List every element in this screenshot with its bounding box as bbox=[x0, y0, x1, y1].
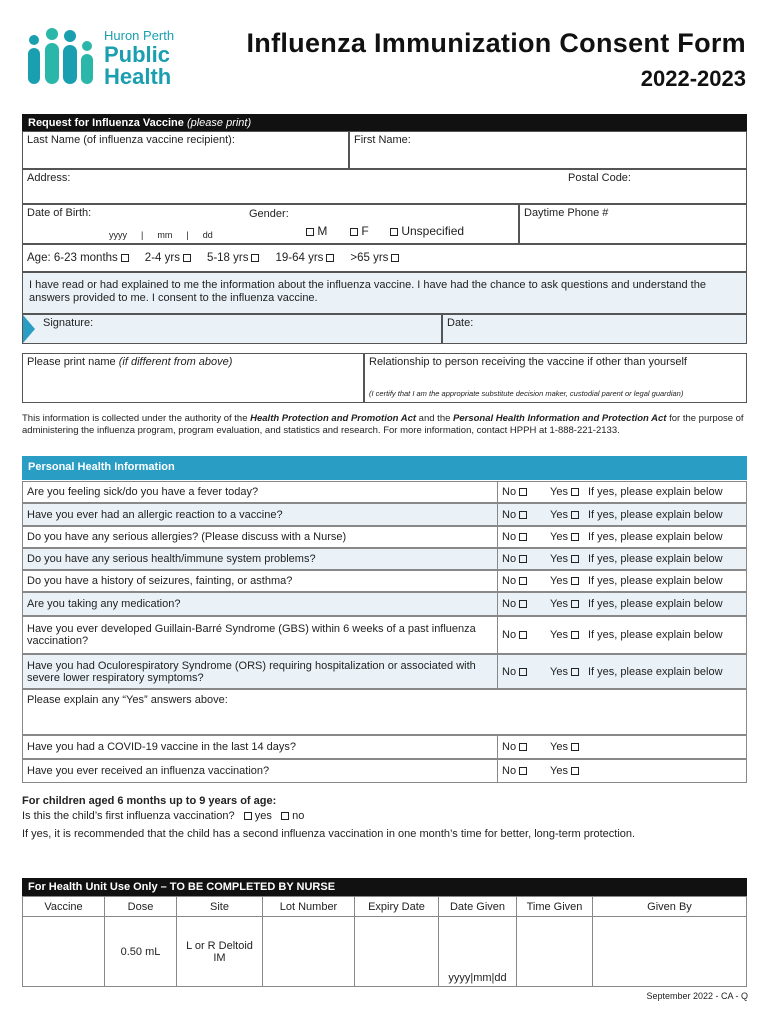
phi-no[interactable]: No bbox=[497, 593, 544, 615]
children-recommend: If yes, it is recommended that the child has a second influenza vaccination in one month’s time for better, long-term protection. bbox=[22, 828, 636, 840]
privacy-notice: This information is collected under the authority of the Health Protection and Promotion Act and the Personal Health Information and Protection Act for the purpose of administering the influenza program, program evaluation, and statistics and research. For more information, contact HPPH at 1-888-221-2133. bbox=[22, 413, 744, 436]
nurse-header: For Health Unit Use Only – TO BE COMPLETED BY NURSE bbox=[22, 878, 747, 896]
phi-yes[interactable]: Yes bbox=[544, 549, 588, 569]
phi-question-row bbox=[22, 481, 747, 503]
phi-explain: If yes, please explain below bbox=[588, 598, 723, 610]
logo-line3: Health bbox=[104, 64, 172, 89]
gender-f[interactable]: F bbox=[347, 224, 369, 238]
date-field[interactable]: Date: bbox=[442, 314, 747, 344]
last-name-field[interactable]: Last Name (of influenza vaccine recipient): bbox=[22, 131, 349, 169]
logo bbox=[26, 26, 186, 90]
arrow-icon bbox=[23, 315, 35, 343]
address-field[interactable]: Address: Postal Code: bbox=[22, 169, 747, 204]
logo-line2: Public bbox=[104, 42, 171, 67]
print-name-field[interactable]: Please print name (if different from above) bbox=[22, 353, 364, 403]
time-given-cell[interactable] bbox=[517, 917, 593, 987]
dob-format: yyyy | mm | dd bbox=[109, 230, 213, 240]
phi-question-row bbox=[22, 570, 747, 592]
phi-question: Have you ever had an allergic reaction to a vaccine? bbox=[27, 508, 283, 521]
certify-note: (I certify that I am the appropriate substitute decision maker, custodial parent or legal guardian) bbox=[369, 389, 684, 398]
explain-yes-box[interactable]: Please explain any “Yes” answers above: bbox=[22, 689, 747, 735]
postal-code-label: Postal Code: bbox=[568, 172, 631, 184]
children-yes[interactable]: yes bbox=[241, 810, 272, 822]
dose-cell: 0.50 mL bbox=[105, 917, 177, 987]
phi-explain: If yes, please explain below bbox=[588, 665, 723, 678]
given-by-cell[interactable] bbox=[593, 917, 747, 987]
ever-flu-yes[interactable]: Yes bbox=[544, 760, 588, 782]
phi-explain: If yes, please explain below bbox=[588, 486, 723, 498]
expiry-cell[interactable] bbox=[355, 917, 439, 987]
phi-yes[interactable]: Yes bbox=[544, 655, 588, 688]
nurse-table bbox=[22, 896, 747, 987]
ever-flu-row: Have you ever received an influenza vaccination? No Yes bbox=[22, 759, 747, 783]
phi-question: Do you have any serious health/immune system problems? bbox=[27, 553, 316, 565]
age-field: Age: 6-23 months 2-4 yrs 5-18 yrs 19-64 yrs >65 yrs bbox=[22, 244, 747, 272]
lot-cell[interactable] bbox=[263, 917, 355, 987]
phi-question-row bbox=[22, 592, 747, 616]
gender-label: Gender: bbox=[249, 208, 289, 220]
form-title: Influenza Immunization Consent Form bbox=[246, 28, 746, 58]
daytime-phone-field[interactable]: Daytime Phone # bbox=[519, 204, 747, 244]
age-19-64[interactable]: 19-64 yrs bbox=[275, 252, 334, 264]
phi-yes[interactable]: Yes bbox=[544, 617, 588, 653]
consent-text: I have read or had explained to me the information about the influenza vaccine. I have had the chance to ask questions and understand the answers provided to me. I consent to the influenza vaccine. bbox=[22, 272, 747, 314]
phi-no[interactable]: No bbox=[497, 527, 544, 547]
date-given-cell[interactable]: yyyy|mm|dd bbox=[439, 917, 517, 987]
site-cell: L or R Deltoid IM bbox=[177, 917, 263, 987]
request-header: Request for Influenza Vaccine (please print) bbox=[22, 114, 747, 132]
phi-question-row bbox=[22, 526, 747, 548]
phi-no[interactable]: No bbox=[497, 549, 544, 569]
vaccine-cell[interactable] bbox=[23, 917, 105, 987]
phi-explain: If yes, please explain below bbox=[588, 508, 723, 521]
age-2-4[interactable]: 2-4 yrs bbox=[145, 252, 191, 264]
phi-no[interactable]: No bbox=[497, 617, 544, 653]
first-name-field[interactable]: First Name: bbox=[349, 131, 747, 169]
phi-yes[interactable]: Yes bbox=[544, 527, 588, 547]
nurse-header-row: Vaccine Dose Site Lot Number Expiry Date Date Given Time Given Given By bbox=[23, 897, 747, 917]
phi-question-row bbox=[22, 654, 747, 689]
footer: September 2022 - CA - Q bbox=[646, 991, 748, 1001]
phi-explain: If yes, please explain below bbox=[588, 629, 723, 641]
age-6-23[interactable]: 6-23 months bbox=[54, 252, 129, 264]
gender-m[interactable]: M bbox=[303, 224, 327, 238]
phi-question: Have you had Oculorespiratory Syndrome (ORS) requiring hospitalization or associated with severe lower respiratory symptoms? bbox=[27, 659, 476, 684]
covid-row: Have you had a COVID-19 vaccine in the last 14 days? No Yes bbox=[22, 735, 747, 759]
phi-explain: If yes, please explain below bbox=[588, 553, 723, 565]
phi-question-row bbox=[22, 548, 747, 570]
children-first: Is this the child’s first influenza vaccination? yes no bbox=[22, 810, 305, 822]
phi-header: Personal Health Information bbox=[22, 456, 747, 480]
phi-no[interactable]: No bbox=[497, 504, 544, 525]
children-no[interactable]: no bbox=[278, 810, 304, 822]
phi-question: Do you have a history of seizures, fainting, or asthma? bbox=[27, 575, 293, 587]
phi-question: Are you feeling sick/do you have a fever today? bbox=[27, 486, 259, 498]
covid-no[interactable]: No bbox=[497, 736, 544, 758]
age-5-18[interactable]: 5-18 yrs bbox=[207, 252, 260, 264]
age-65[interactable]: >65 yrs bbox=[350, 252, 399, 264]
phi-no[interactable]: No bbox=[497, 482, 544, 502]
phi-no[interactable]: No bbox=[497, 571, 544, 591]
ever-flu-no[interactable]: No bbox=[497, 760, 544, 782]
relationship-field[interactable]: Relationship to person receiving the vaccine if other than yourself (I certify that I am the appropriate substitute decision maker, custodial parent or legal guardian) bbox=[364, 353, 747, 403]
children-heading: For children aged 6 months up to 9 years of age: bbox=[22, 795, 277, 807]
logo-line1: Huron Perth bbox=[104, 28, 175, 43]
phi-yes[interactable]: Yes bbox=[544, 504, 588, 525]
logo-people-icon bbox=[26, 26, 98, 86]
signature-field[interactable]: Signature: bbox=[22, 314, 442, 344]
covid-yes[interactable]: Yes bbox=[544, 736, 588, 758]
phi-question: Do you have any serious allergies? (Please discuss with a Nurse) bbox=[27, 531, 347, 543]
phi-explain: If yes, please explain below bbox=[588, 575, 723, 587]
phi-yes[interactable]: Yes bbox=[544, 593, 588, 615]
phi-yes[interactable]: Yes bbox=[544, 482, 588, 502]
phi-question-row bbox=[22, 503, 747, 526]
phi-question: Have you ever developed Guillain-Barré Syndrome (GBS) within 6 weeks of a past influenza vaccination? bbox=[27, 623, 476, 647]
dob-gender-field[interactable]: Date of Birth: yyyy | mm | dd Gender: M F Unspecified bbox=[22, 204, 519, 244]
form-year: 2022-2023 bbox=[640, 66, 746, 91]
phi-explain: If yes, please explain below bbox=[588, 531, 723, 543]
phi-question: Are you taking any medication? bbox=[27, 598, 181, 610]
phi-no[interactable]: No bbox=[497, 655, 544, 688]
phi-yes[interactable]: Yes bbox=[544, 571, 588, 591]
phi-question-row bbox=[22, 616, 747, 654]
gender-unspecified[interactable]: Unspecified bbox=[387, 224, 464, 238]
nurse-data-row bbox=[23, 917, 747, 987]
